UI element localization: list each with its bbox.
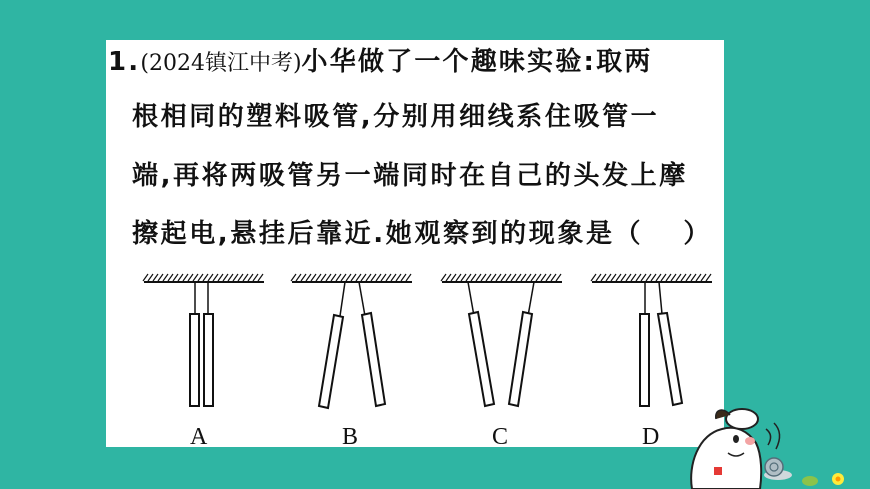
straw-b-right	[362, 313, 385, 406]
option-c-diagram	[441, 274, 562, 447]
straw-c-left	[469, 312, 494, 406]
straw-c-right	[509, 312, 532, 406]
question-text-1: 小华做了一个趣味实验:取两	[301, 47, 653, 77]
ceiling-a	[143, 274, 264, 282]
straw-d-left	[640, 314, 649, 406]
question-line-2: 根相同的塑料吸管,分别用细线系住吸管一	[132, 102, 660, 132]
straw-a-left	[190, 314, 199, 406]
option-b-diagram	[291, 274, 412, 447]
straw-a-right	[204, 314, 213, 406]
straw-b-left	[319, 315, 343, 408]
thread-b-right	[359, 282, 365, 316]
thread-c-left	[468, 282, 474, 316]
straw-d-right	[658, 313, 682, 405]
snail-decoration	[764, 458, 792, 480]
option-b-label: B	[342, 424, 359, 447]
flower-decoration	[802, 473, 844, 486]
thread-d-right	[659, 282, 662, 314]
option-a-diagram	[143, 274, 264, 447]
option-c-label: C	[492, 424, 509, 447]
ceiling-d	[591, 274, 712, 282]
cartoon-dog-decoration	[670, 405, 870, 489]
ceiling-c	[441, 274, 562, 282]
option-a-label: A	[190, 424, 208, 447]
question-source: (2024镇江中考)	[140, 51, 302, 76]
question-line-1	[108, 42, 653, 82]
thread-b-left	[340, 282, 345, 316]
option-d-label: D	[642, 424, 660, 447]
options-figure	[106, 268, 724, 447]
question-line-3: 端,再将两吸管另一端同时在自己的头发上摩	[132, 161, 688, 191]
question-card	[106, 40, 724, 447]
thread-c-right	[528, 282, 534, 316]
ceiling-b	[291, 274, 412, 282]
question-number: 1.	[108, 47, 141, 77]
question-line-4: 擦起电,悬挂后靠近.她观察到的现象是（ ）	[132, 219, 713, 249]
